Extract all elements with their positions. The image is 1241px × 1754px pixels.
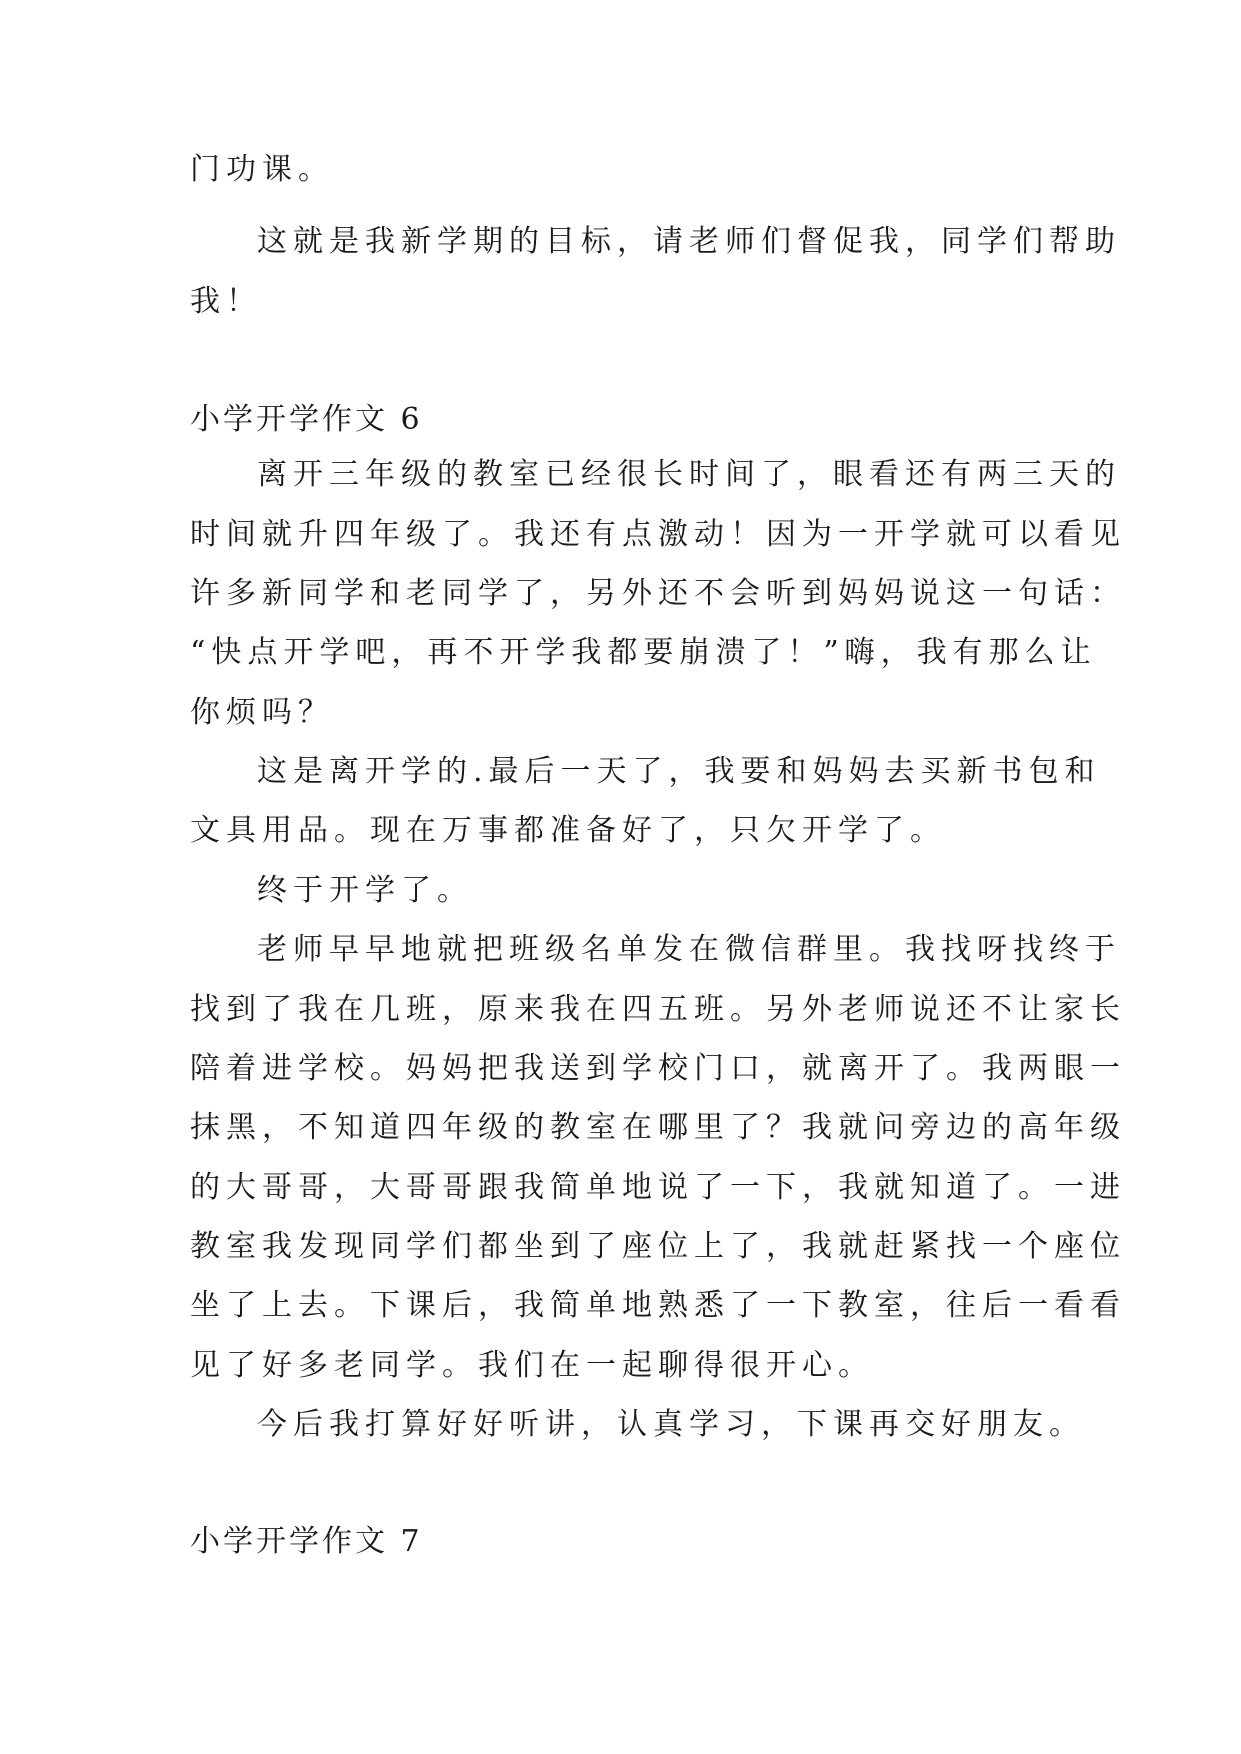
text-line: 找到了我在几班，原来我在四五班。另外老师说还不让家长: [190, 992, 1126, 1027]
paragraph-start-line: 这是离开学的.最后一天了，我要和妈妈去买新书包和: [257, 754, 1101, 789]
text-line: 见了好多老同学。我们在一起聊得很开心。: [190, 1348, 874, 1383]
text-line: 许多新同学和老同学了，另外还不会听到妈妈说这一句话：: [190, 576, 1126, 611]
text-line: 文具用品。现在万事都准备好了，只欠开学了。: [190, 813, 946, 848]
section-heading: 小学开学作文 6: [190, 402, 423, 437]
text-line: 时间就升四年级了。我还有点激动！因为一开学就可以看见: [190, 517, 1126, 552]
section-heading: 小学开学作文 7: [190, 1524, 423, 1559]
text-line: 陪着进学校。妈妈把我送到学校门口，就离开了。我两眼一: [190, 1051, 1126, 1086]
text-line: 门功课。: [190, 152, 334, 187]
text-line: 我！: [190, 284, 262, 319]
paragraph-start-line: 老师早早地就把班级名单发在微信群里。我找呀找终于: [257, 932, 1121, 967]
text-line: 你烦吗？: [190, 695, 334, 730]
text-line: “快点开学吧，再不开学我都要崩溃了！”嗨，我有那么让: [190, 635, 1097, 670]
text-line: 教室我发现同学们都坐到了座位上了，我就赶紧找一个座位: [190, 1229, 1126, 1264]
text-line: 抹黑，不知道四年级的教室在哪里了？我就问旁边的高年级: [190, 1110, 1126, 1145]
paragraph-start-line: 今后我打算好好听讲，认真学习，下课再交好朋友。: [257, 1407, 1085, 1442]
paragraph-start-line: 离开三年级的教室已经很长时间了，眼看还有两三天的: [257, 457, 1121, 492]
paragraph-start-line: 这就是我新学期的目标，请老师们督促我，同学们帮助: [257, 224, 1121, 259]
paragraph-start-line: 终于开学了。: [257, 873, 473, 908]
text-line: 坐了上去。下课后，我简单地熟悉了一下教室，往后一看看: [190, 1288, 1126, 1323]
text-line: 的大哥哥，大哥哥跟我简单地说了一下，我就知道了。一进: [190, 1170, 1126, 1205]
